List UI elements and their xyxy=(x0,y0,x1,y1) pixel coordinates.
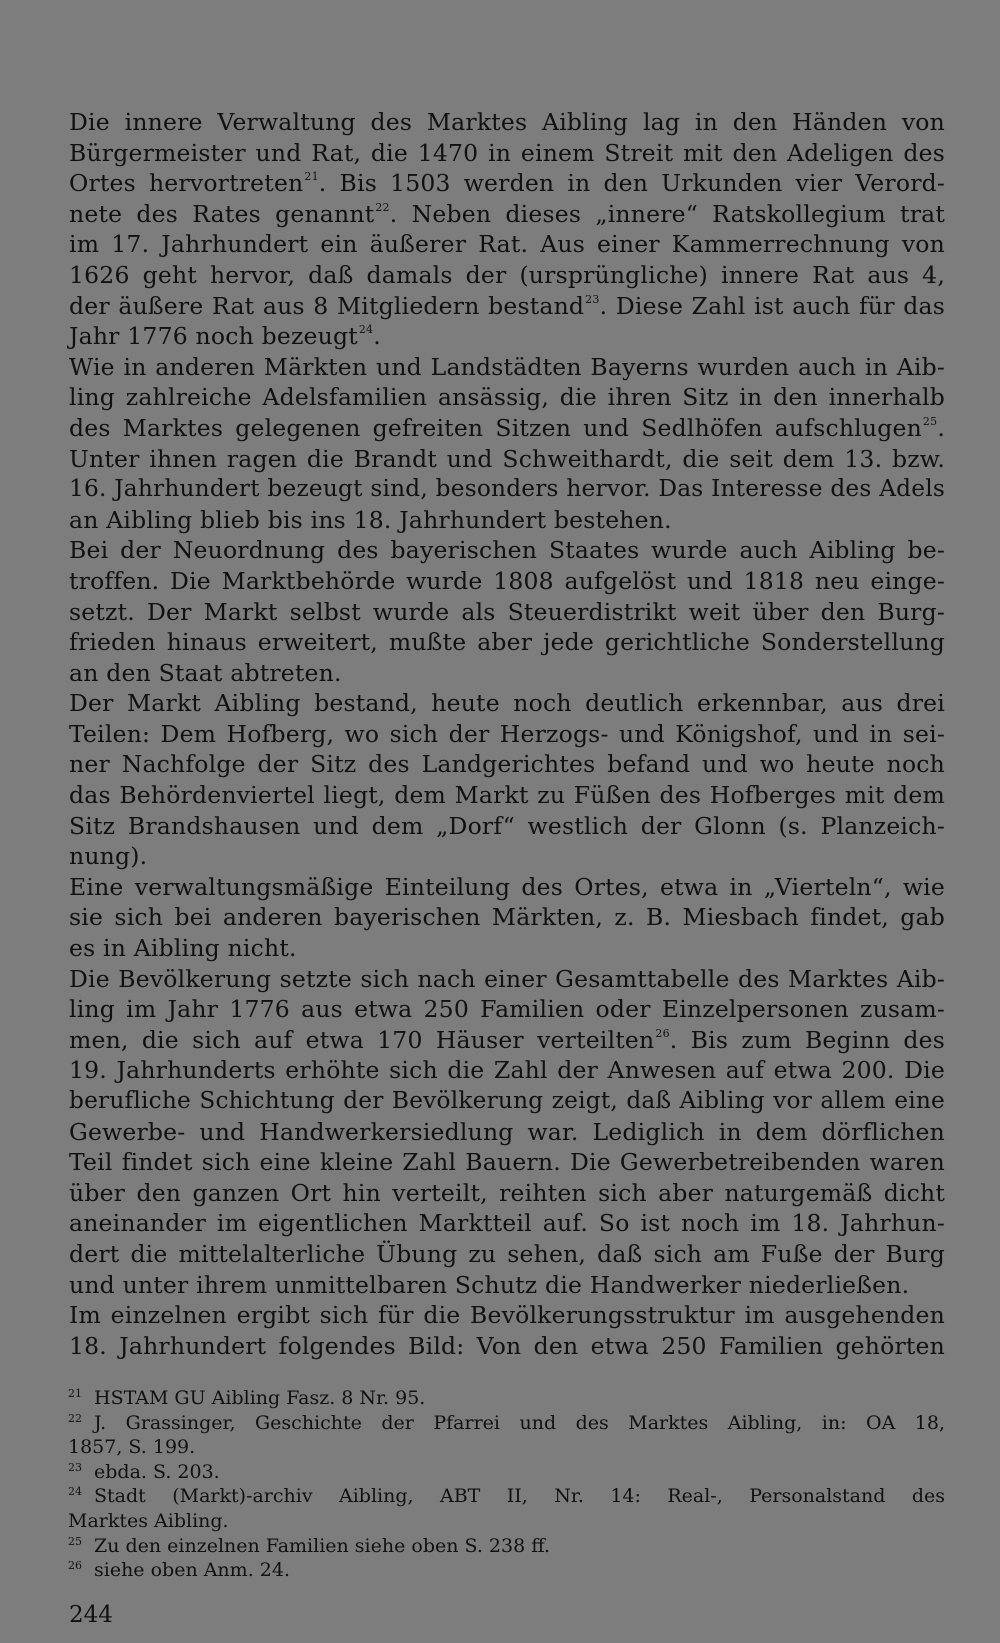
text-line xyxy=(69,1147,945,1178)
footnote-line xyxy=(68,1411,945,1436)
text-line xyxy=(69,1331,945,1362)
text-segment: nete des Rates genannt xyxy=(69,199,375,228)
text-line xyxy=(69,107,945,138)
footnote-text: ebda. S. 203. xyxy=(94,1460,220,1483)
text-segment: 19. Jahrhunderts erhöhte sich die Zahl der Anwesen auf etwa 200. Die xyxy=(69,1056,945,1085)
text-segment: Unter ihnen ragen die Brandt und Schweithardt, die seit dem 13. bzw. xyxy=(69,444,945,473)
footnote-line xyxy=(68,1435,945,1460)
text-segment: 18. Jahrhundert folgendes Bild: Von den etwa 250 Familien gehörten xyxy=(69,1331,945,1360)
text-line xyxy=(69,719,945,750)
text-segment: berufliche Schichtung der Bevölkerung zeigt, daß Aibling vor allem eine xyxy=(69,1087,945,1114)
text-line xyxy=(69,382,945,413)
footnote-number: 23 xyxy=(68,1460,82,1474)
text-line xyxy=(69,1300,945,1331)
text-segment: an den Staat abtreten. xyxy=(69,658,342,687)
paragraph xyxy=(69,872,945,964)
text-segment: Teil findet sich eine kleine Zahl Bauern. Die Gewerbetreibenden waren xyxy=(69,1148,945,1177)
footnote xyxy=(68,1460,945,1485)
text-segment: der äußere Rat aus 8 Mitgliedern bestand xyxy=(69,291,585,320)
text-line xyxy=(69,566,945,597)
text-segment: . Neben dieses „innere“ Ratskollegium trat xyxy=(389,199,945,228)
text-line xyxy=(69,260,945,291)
text-segment: es in Aibling nicht. xyxy=(69,934,297,963)
text-segment: an Aibling blieb bis ins 18. Jahrhundert bestehen. xyxy=(69,505,672,534)
text-line xyxy=(69,1086,945,1117)
text-line xyxy=(69,352,945,383)
footnote-text: Marktes Aibling. xyxy=(68,1509,229,1532)
paragraph xyxy=(69,688,945,872)
text-segment: . Diese Zahl ist auch für das xyxy=(599,291,945,320)
footnote-reference[interactable]: 21 xyxy=(304,170,319,184)
text-line xyxy=(69,138,945,169)
text-line xyxy=(69,1178,945,1209)
text-segment: Jahr 1776 noch bezeugt xyxy=(69,322,358,351)
text-line xyxy=(69,872,945,903)
footnote-reference[interactable]: 26 xyxy=(655,1026,670,1040)
footnote-line xyxy=(68,1386,945,1411)
page-number: 244 xyxy=(69,1602,113,1628)
text-line xyxy=(69,688,945,719)
footnote-reference[interactable]: 24 xyxy=(358,323,374,337)
footnote-number: 26 xyxy=(68,1559,82,1573)
text-line xyxy=(69,1025,945,1056)
text-segment: Gewerbe- und Handwerkersiedlung war. Lediglich in dem dörflichen xyxy=(69,1117,945,1146)
text-line xyxy=(69,199,945,230)
text-segment: 16. Jahrhundert bezeugt sind, besonders hervor. Das Interesse des Adels xyxy=(69,475,945,503)
text-line xyxy=(69,994,945,1025)
text-line xyxy=(69,444,945,475)
text-segment: . Bis zum Beginn des xyxy=(669,1025,945,1054)
text-line xyxy=(69,1055,945,1086)
footnote-line xyxy=(68,1460,945,1485)
text-line xyxy=(69,841,945,872)
text-line xyxy=(69,291,945,322)
text-line xyxy=(69,321,945,352)
text-line xyxy=(69,597,945,628)
footnote-line xyxy=(68,1509,945,1534)
text-segment: . xyxy=(373,322,381,351)
footnote-reference[interactable]: 23 xyxy=(585,292,600,306)
text-segment: ner Nachfolge der Sitz des Landgerichtes befand und wo heute noch xyxy=(69,750,945,779)
text-line xyxy=(69,535,945,566)
text-segment: und unter ihrem unmittelbaren Schutz die Handwerker niederließen. xyxy=(69,1270,910,1299)
text-line xyxy=(69,811,945,842)
footnote xyxy=(68,1534,945,1559)
text-segment: nung). xyxy=(69,842,148,871)
text-line xyxy=(69,1270,945,1301)
footnote-number: 21 xyxy=(68,1387,82,1400)
footnote-number: 25 xyxy=(68,1534,82,1548)
footnote-reference[interactable]: 22 xyxy=(375,200,390,214)
text-segment: . Bis 1503 werden in den Urkunden vier Verord- xyxy=(318,169,946,198)
text-segment: Teilen: Dem Hofberg, wo sich der Herzogs- und Königshof, und in sei- xyxy=(69,719,945,748)
text-segment: Eine verwaltungsmäßige Einteilung des Ortes, etwa in „Vierteln“, wie xyxy=(69,872,945,901)
text-segment: frieden hinaus erweitert, mußte aber jede gerichtliche Sonderstellung xyxy=(69,628,945,657)
text-segment: über den ganzen Ort hin verteilt, reihten sich aber naturgemäß dicht xyxy=(69,1178,945,1207)
text-segment: setzt. Der Markt selbst wurde als Steuerdistrikt weit über den Burg- xyxy=(69,597,945,626)
footnote xyxy=(68,1484,945,1533)
text-line xyxy=(69,168,945,199)
paragraph xyxy=(69,107,945,352)
footnote-text: siehe oben Anm. 24. xyxy=(94,1559,290,1582)
text-line xyxy=(69,780,945,811)
text-line xyxy=(69,413,945,444)
text-line xyxy=(69,658,945,689)
paragraph xyxy=(69,352,945,536)
text-segment: ling im Jahr 1776 aus etwa 250 Familien oder Einzelpersonen zusam- xyxy=(69,995,945,1024)
text-segment: Im einzelnen ergibt sich für die Bevölkerungsstruktur im ausgehenden xyxy=(69,1301,945,1330)
text-segment: ling zahlreiche Adelsfamilien ansässig, die ihren Sitz in den innerhalb xyxy=(69,383,945,412)
text-line xyxy=(69,474,945,505)
text-line xyxy=(69,505,945,536)
text-line xyxy=(69,229,945,260)
footnote-text: 1857, S. 199. xyxy=(68,1436,196,1459)
body-text xyxy=(69,107,945,1361)
footnote-text: J. Grassinger, Geschichte der Pfarrei und des Marktes Aibling, in: OA 18, xyxy=(94,1411,945,1434)
footnote xyxy=(68,1558,945,1583)
text-segment: Die innere Verwaltung des Marktes Aibling lag in den Händen von xyxy=(69,108,945,136)
text-segment: Ortes hervortreten xyxy=(69,169,304,198)
footnote-text: Stadt (Markt)-archiv Aibling, ABT II, Nr. 14: Real-, Personalstand des xyxy=(94,1485,945,1508)
text-segment: Sitz Brandshausen und dem „Dorf“ westlich der Glonn (s. Planzeich- xyxy=(69,811,945,840)
text-segment: des Marktes gelegenen gefreiten Sitzen und Sedlhöfen aufschlugen xyxy=(69,413,922,442)
footnote-text: HSTAM GU Aibling Fasz. 8 Nr. 95. xyxy=(94,1387,426,1409)
paragraph xyxy=(69,1300,945,1361)
footnotes xyxy=(68,1386,945,1583)
text-segment: Die Bevölkerung setzte sich nach einer Gesamttabelle des Marktes Aib- xyxy=(69,964,945,993)
text-line xyxy=(69,1117,945,1148)
text-line xyxy=(69,1208,945,1239)
text-segment: das Behördenviertel liegt, dem Markt zu Füßen des Hofberges mit dem xyxy=(69,781,945,810)
text-line xyxy=(69,627,945,658)
text-segment: . xyxy=(937,413,945,442)
footnote-line xyxy=(68,1484,945,1509)
text-segment: aneinander im eigentlichen Marktteil auf. So ist noch im 18. Jahrhun- xyxy=(69,1209,945,1238)
text-segment: dert die mittelalterliche Übung zu sehen, daß sich am Fuße der Burg xyxy=(69,1239,945,1268)
text-line xyxy=(69,749,945,780)
footnote-line xyxy=(68,1558,945,1583)
footnote xyxy=(68,1386,945,1411)
footnote-reference[interactable]: 25 xyxy=(922,414,938,428)
footnote xyxy=(68,1411,945,1460)
text-line xyxy=(69,1239,945,1270)
paragraph xyxy=(69,964,945,1301)
footnote-number: 24 xyxy=(68,1485,82,1499)
footnote-number: 22 xyxy=(68,1411,82,1425)
text-line xyxy=(69,902,945,933)
text-segment: men, die sich auf etwa 170 Häuser verteilten xyxy=(69,1025,655,1054)
text-segment: Bürgermeister und Rat, die 1470 in einem Streit mit den Adeligen des xyxy=(69,138,945,167)
text-segment: Wie in anderen Märkten und Landstädten Bayerns wurden auch in Aib- xyxy=(69,352,945,381)
paragraph xyxy=(69,535,945,688)
text-line xyxy=(69,964,945,995)
text-segment: Der Markt Aibling bestand, heute noch deutlich erkennbar, aus drei xyxy=(69,689,945,718)
footnote-line xyxy=(68,1534,945,1559)
text-segment: im 17. Jahrhundert ein äußerer Rat. Aus einer Kammerrechnung von xyxy=(69,230,945,259)
text-line xyxy=(69,933,945,964)
text-segment: Bei der Neuordnung des bayerischen Staates wurde auch Aibling be- xyxy=(69,536,945,565)
footnote-text: Zu den einzelnen Familien siehe oben S. 238 ff. xyxy=(94,1534,551,1557)
text-segment: 1626 geht hervor, daß damals der (ursprüngliche) innere Rat aus 4, xyxy=(69,260,945,289)
text-segment: sie sich bei anderen bayerischen Märkten, z. B. Miesbach findet, gab xyxy=(69,903,945,932)
text-segment: troffen. Die Marktbehörde wurde 1808 aufgelöst und 1818 neu einge- xyxy=(69,566,945,595)
